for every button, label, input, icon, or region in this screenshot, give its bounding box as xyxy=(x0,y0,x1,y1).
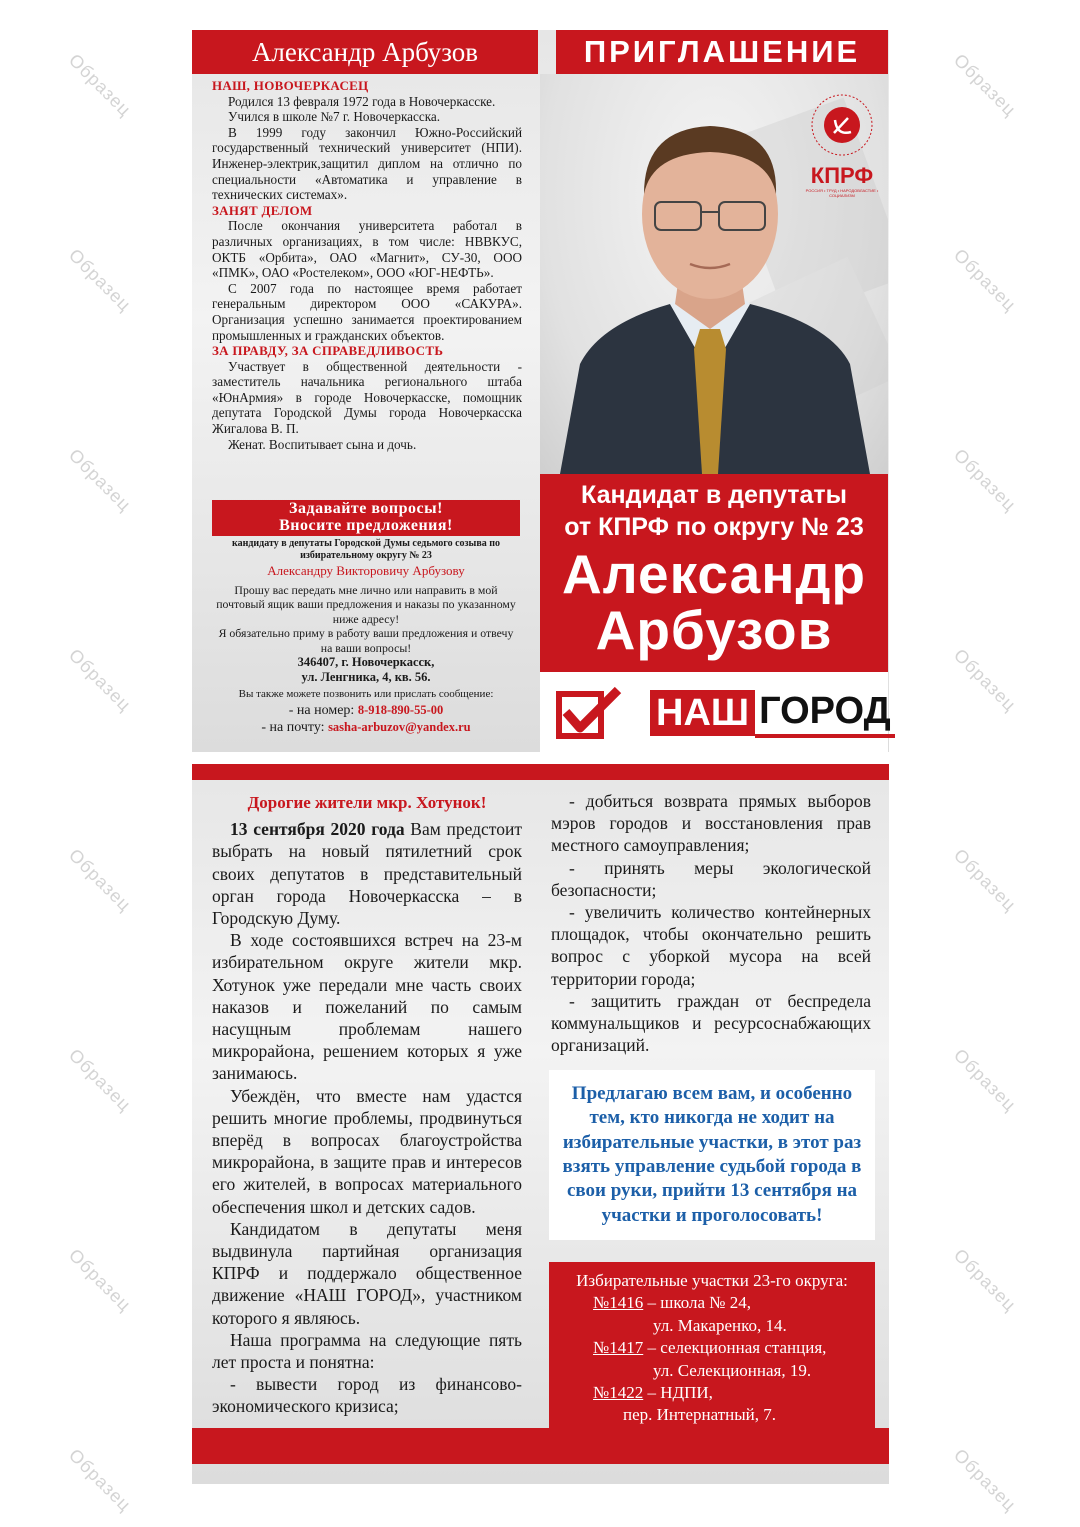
kprf-ring-text: РОССИЯ • ТРУД • НАРОДОВЛАСТИЕ • СОЦИАЛИЗМ xyxy=(805,188,879,198)
letter-paragraph xyxy=(212,818,522,929)
station-address: ул. Селекционная, 19. xyxy=(653,1360,812,1380)
ask-addressee-name: Александру Викторовичу Арбузову xyxy=(267,563,465,578)
letter-text: Вам предстоит выбрать на новый пятилетний срок своих депутатов в представительный орган города Новочеркасска – в Городскую Думу. xyxy=(212,819,522,929)
letter-paragraph: - увеличить количество контейнерных площадок, чтобы окончательно решить вопрос с уборкой мусора на всей территории города; xyxy=(551,902,871,989)
candidate-first-name: Александр xyxy=(562,543,866,605)
bio-heading: ЗАНЯТ ДЕЛОМ xyxy=(212,202,313,218)
station-number: №1422 xyxy=(593,1383,644,1403)
watermark: Образец xyxy=(949,1244,1021,1316)
station-address: ул. Макаренко, 14. xyxy=(653,1315,787,1335)
appeal-text: Предлагаю всем вам, и особенно тем, кто никогда не ходит на избирательные участки, в этот раз взять управление судьбой города в свои руки, прийти 13 сентября на участки и проголосовать! xyxy=(562,1082,862,1226)
header-invitation: ПРИГЛАШЕНИЕ xyxy=(556,30,888,74)
watermark: Образец xyxy=(949,49,1021,121)
phone-number[interactable]: 8-918-890-55-00 xyxy=(357,702,444,717)
ask-body xyxy=(212,538,520,736)
station-item xyxy=(549,1382,875,1404)
letter-paragraph: Убеждён, что вместе нам удастся решить многие проблемы, продвинуться вперёд в вопросах благоустройства микрорайона, в защите прав и интересов его жителей, в вопросах материального обеспечения школ и детских садов. xyxy=(212,1085,522,1217)
letter-column-left xyxy=(212,792,522,1418)
ask-text: Я обязательно приму в работу ваши предложения и отвечу на ваши вопросы! xyxy=(218,626,514,655)
address-line: 346407, г. Новочеркасск, xyxy=(297,655,435,669)
station-address: пер. Интернатный, 7. xyxy=(623,1405,776,1425)
kprf-logo-text: КПРФ xyxy=(810,163,874,188)
station-name: – селекционная станция, xyxy=(643,1338,827,1358)
checkbox-check-icon xyxy=(556,686,622,740)
candidate-line2: от КПРФ по округу № 23 xyxy=(564,513,864,541)
station-item xyxy=(549,1337,875,1359)
letter-paragraph: В ходе состоявшихся встреч на 23-м избирательном округе жители мкр. Хотунок уже передали мне часть своих наказов и пожеланий по самым насущным проблемам нашего микрорайона, решением которых я уже занимаюсь. xyxy=(212,930,522,1084)
watermark: Образец xyxy=(64,1244,136,1316)
footer-imprint xyxy=(192,1428,889,1464)
watermark: Образец xyxy=(64,1044,136,1116)
letter-paragraph: Кандидатом в депутаты меня выдвинула партийная организация КПРФ и поддержало общественное движение «НАШ ГОРОД», участником которого я являюсь. xyxy=(212,1218,522,1328)
watermark: Образец xyxy=(949,244,1021,316)
address-line: ул. Ленгника, 4, кв. 56. xyxy=(301,669,431,684)
watermark: Образец xyxy=(64,444,136,516)
bio-heading: ЗА ПРАВДУ, ЗА СПРАВЕДЛИВОСТЬ xyxy=(212,343,444,359)
bio-paragraph: В 1999 году закончил Южно-Российский государственный технический университет (НПИ). Инженер-электрик,защитил диплом на отлично по специальности «Автоматика и управление в технических системах». xyxy=(212,124,522,203)
candidate-last-name: Арбузов xyxy=(595,599,833,661)
ask-phone-row xyxy=(212,702,520,719)
letter-paragraph: - защитить граждан от беспредела коммунальщиков и ресурсоснабжающих организаций. xyxy=(551,990,871,1056)
bottom-top-stripe xyxy=(192,764,889,780)
station-number: №1416 xyxy=(593,1293,644,1313)
ask-title xyxy=(212,500,520,536)
stations-title: Избирательные участки 23-го округа: xyxy=(576,1271,848,1290)
phone-label: - на номер: xyxy=(288,702,355,718)
bio-paragraph: С 2007 года по настоящее время работает генеральным директором ООО «САКУРА». Организация успешно занимается проектированием промышленных и гражданских объектов. xyxy=(212,280,522,343)
candidate-block xyxy=(540,474,888,672)
movement-part2: ГОРОД xyxy=(755,688,895,738)
hammer-sickle-icon xyxy=(807,90,877,160)
candidate-photo xyxy=(540,74,888,474)
watermark: Образец xyxy=(949,844,1021,916)
candidate-line1: Кандидат в депутаты xyxy=(581,481,847,509)
ask-call-text: Вы также можете позвонить или прислать сообщение: xyxy=(238,688,494,700)
header-candidate-name: Александр Арбузов xyxy=(192,30,538,74)
watermark: Образец xyxy=(64,244,136,316)
letter-paragraph: - принять меры экологической безопасности; xyxy=(551,857,871,900)
bio-paragraph: Участвует в общественной деятельности - заместитель начальника регионального штаба «ЮнАрмия» в городе Новочеркасске, помощник депутата Городской Думы города Новочеркасска Жигалова В. П. xyxy=(212,358,522,437)
letter-paragraph: - вывести город из финансово-экономического кризиса; xyxy=(212,1374,522,1417)
bio-paragraph: Родился 13 февраля 1972 года в Новочеркасске. xyxy=(228,93,496,109)
ask-addressee: кандидату в депутаты Городской Думы седьмого созыва по избирательному округу № 23 xyxy=(231,538,501,561)
polling-stations xyxy=(549,1262,875,1430)
watermark: Образец xyxy=(64,49,136,121)
watermark: Образец xyxy=(949,1444,1021,1516)
station-name: – НДПИ, xyxy=(643,1383,713,1403)
station-number: №1417 xyxy=(593,1338,644,1358)
bio-paragraph: Учился в школе №7 г. Новочеркасска. xyxy=(228,109,441,125)
ask-text: Прошу вас передать мне лично или направить в мой почтовый ящик ваши предложения и наказы по указанному ниже адресу! xyxy=(216,582,516,626)
ask-title-line: Вносите предложения! xyxy=(279,517,453,534)
ask-title-line: Задавайте вопросы! xyxy=(289,500,443,517)
letter-paragraph: Наша программа на следующие пять лет проста и понятна: xyxy=(212,1329,522,1373)
watermark: Образец xyxy=(64,644,136,716)
watermark: Образец xyxy=(64,844,136,916)
bio-paragraph: Женат. Воспитывает сына и дочь. xyxy=(228,436,417,452)
watermark: Образец xyxy=(949,644,1021,716)
appeal-box xyxy=(549,1070,875,1240)
watermark: Образец xyxy=(949,1044,1021,1116)
station-name: – школа № 24, xyxy=(643,1293,751,1313)
ask-address xyxy=(212,670,520,685)
watermark: Образец xyxy=(64,1444,136,1516)
letter-greeting: Дорогие жители мкр. Хотунок! xyxy=(247,793,487,812)
station-item xyxy=(549,1292,875,1314)
watermark: Образец xyxy=(949,444,1021,516)
movement-logo xyxy=(650,686,895,740)
movement-logo-area xyxy=(540,672,891,752)
bio-heading: НАШ, НОВОЧЕРКАСЕЦ xyxy=(212,78,369,93)
movement-part1: НАШ xyxy=(650,690,755,736)
letter-date: 13 сентября 2020 года xyxy=(230,819,405,840)
letter-paragraph: - добиться возврата прямых выборов мэров городов и восстановления прав местного самоуправления; xyxy=(551,791,871,856)
ask-email-row xyxy=(212,719,520,736)
email-label: - на почту: xyxy=(261,719,325,735)
ask-address xyxy=(212,655,520,670)
bio-paragraph: После окончания университета работал в различных организациях, в том числе: НВВКУС, ОКТБ «Орбита», ОАО «Магнит», СУ-30, ООО «ПМК», ОАО «Ростелеком», ООО «ЮГ-НЕФТЬ». xyxy=(212,218,522,281)
kprf-logo xyxy=(802,90,882,198)
biography xyxy=(212,78,522,452)
email-address[interactable]: sasha-arbuzov@yandex.ru xyxy=(328,719,471,734)
letter-column-right xyxy=(551,790,871,1056)
